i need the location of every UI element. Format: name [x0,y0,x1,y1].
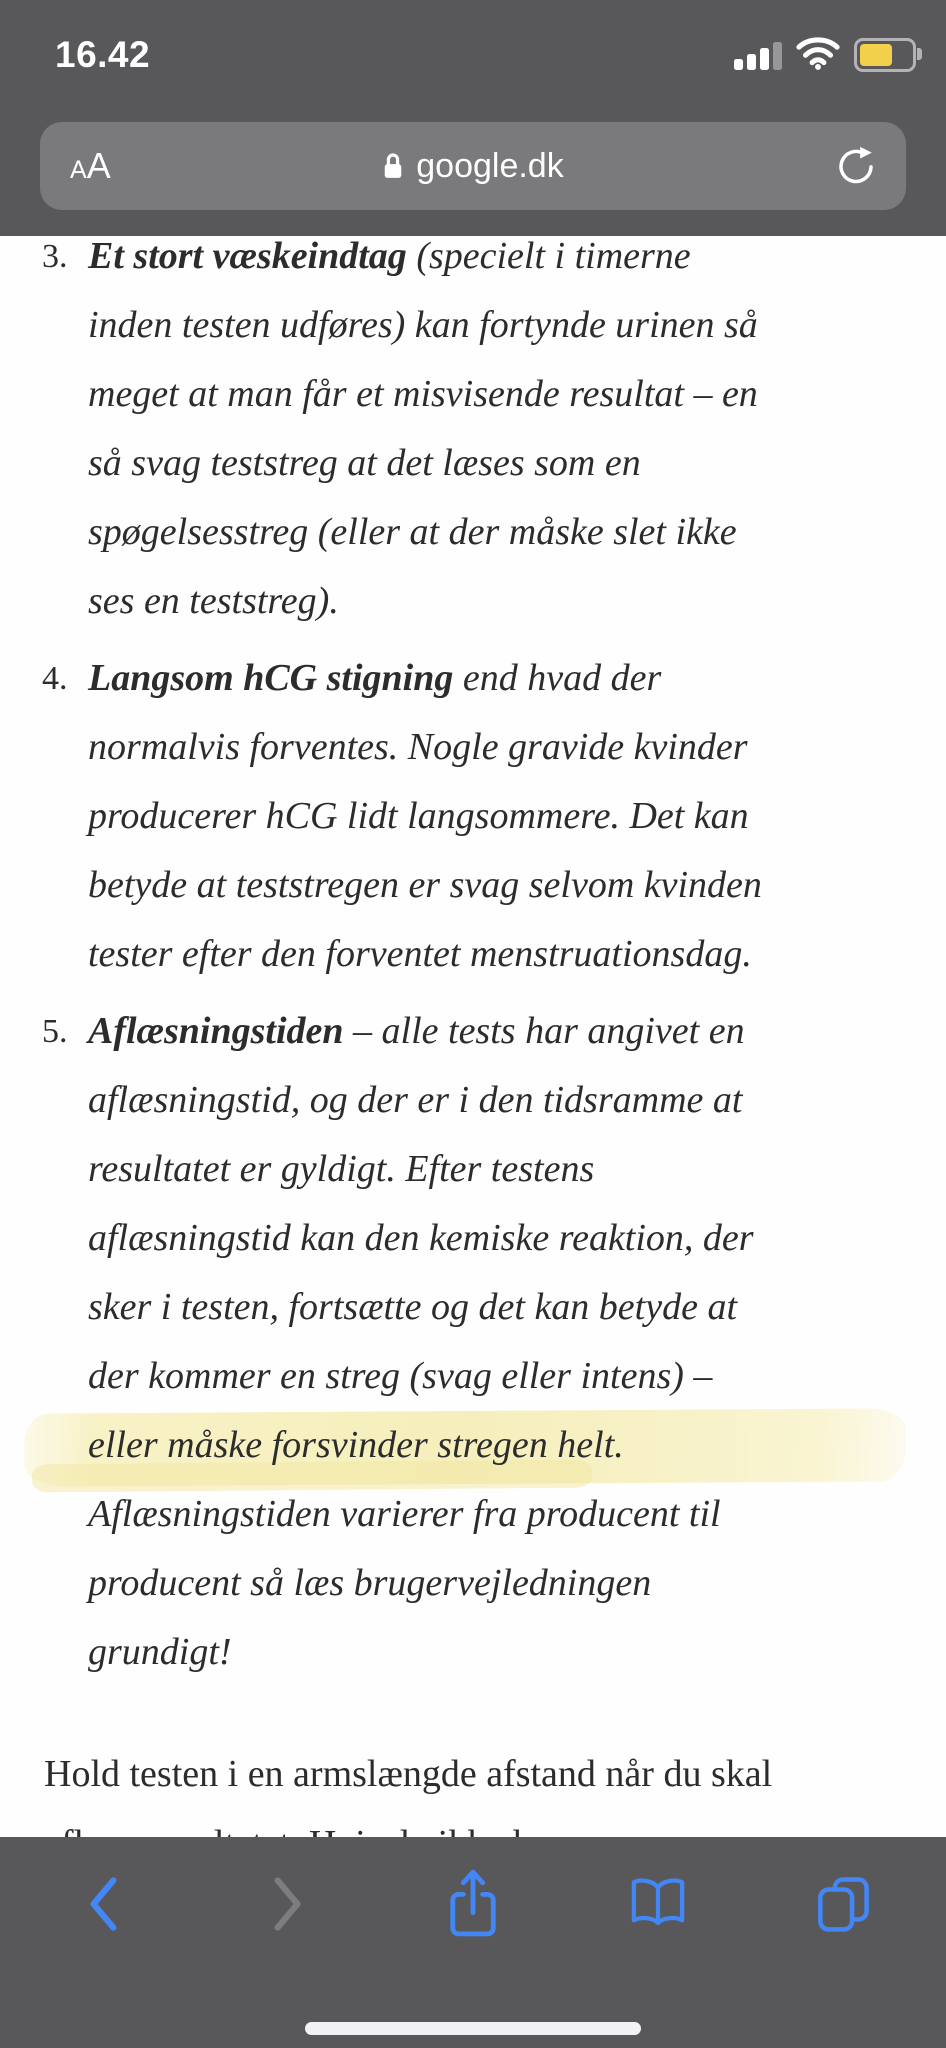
wifi-icon [796,36,840,75]
tabs-icon [814,1873,872,1938]
list-item-number: 4. [42,660,68,697]
browser-header [0,0,946,236]
text-line: meget at man får et misvisende resultat – en [88,373,758,415]
text-line: Langsom hCG stigning end hvad der [88,657,662,699]
text-line: Hold testen i en armslængde afstand når du skal [44,1753,773,1795]
status-icons [734,36,916,75]
url-text: google.dk [416,146,564,185]
list-item-text [88,997,906,1687]
battery-level-fill [860,44,892,66]
url-display [40,122,906,210]
toolbar-buttons [0,1837,946,1947]
cellular-signal-icon [734,40,782,70]
lock-icon [382,151,404,181]
reader-options-button[interactable]: A A [70,145,111,186]
text-line: betyde at teststregen er svag selvom kvinden [88,864,762,906]
reload-button[interactable] [836,145,876,187]
list-item-number: 3. [42,238,68,275]
text-line: der kommer en streg (svag eller intens) – [88,1355,713,1397]
list-item-number: 5. [42,1013,68,1050]
text-line: spøgelsesstreg (eller at der måske slet ikke [88,511,737,553]
share-icon [446,1868,500,1943]
list-item-text [88,222,906,636]
chevron-left-icon [86,1874,120,1937]
home-indicator[interactable] [305,2022,641,2035]
text-line: tester efter den forventet menstruationsdag. [88,933,752,975]
text-line: Aflæsningstiden – alle tests har angivet en [88,1010,745,1052]
share-button[interactable] [413,1863,533,1947]
bookmarks-button[interactable] [598,1863,718,1947]
text-line: Et stort væskeindtag (specielt i timerne [88,235,691,277]
text-line: inden testen udføres) kan fortynde urinen så [88,304,758,346]
list-item [42,997,906,1687]
text-line: producerer hCG lidt langsommere. Det kan [88,795,749,837]
text-line: sker i testen, fortsætte og det kan betyde at [88,1286,738,1328]
list-item [42,222,906,636]
browser-toolbar [0,1837,946,2048]
back-button[interactable] [43,1863,163,1947]
clock: 16.42 [55,34,151,75]
address-bar[interactable] [40,122,906,210]
open-book-icon [627,1875,689,1936]
text-line: ses en teststreg). [88,580,339,622]
text-line: Aflæsningstiden varierer fra producent til [88,1493,721,1535]
status-bar [0,0,946,80]
highlighted-text-line: eller måske forsvinder stregen helt. [88,1411,906,1480]
battery-icon [854,38,916,72]
text-line: aflæsningstid, og der er i den tidsramme at [88,1079,743,1121]
web-page-content[interactable] [0,236,946,1837]
numbered-list [0,222,946,1687]
text-line: grundigt! [88,1631,232,1673]
text-line: resultatet er gyldigt. Efter testens [88,1148,595,1190]
text-line: producent så læs brugervejledningen [88,1562,652,1604]
text-line: normalvis forventes. Nogle gravide kvinder [88,726,748,768]
forward-button[interactable] [228,1863,348,1947]
list-item-text [88,644,906,989]
text-line: så svag teststreg at det læses som en [88,442,641,484]
chevron-right-icon [271,1874,305,1937]
text-line: aflæsningstid kan den kemiske reaktion, der [88,1217,754,1259]
tabs-button[interactable] [783,1863,903,1947]
list-item [42,644,906,989]
